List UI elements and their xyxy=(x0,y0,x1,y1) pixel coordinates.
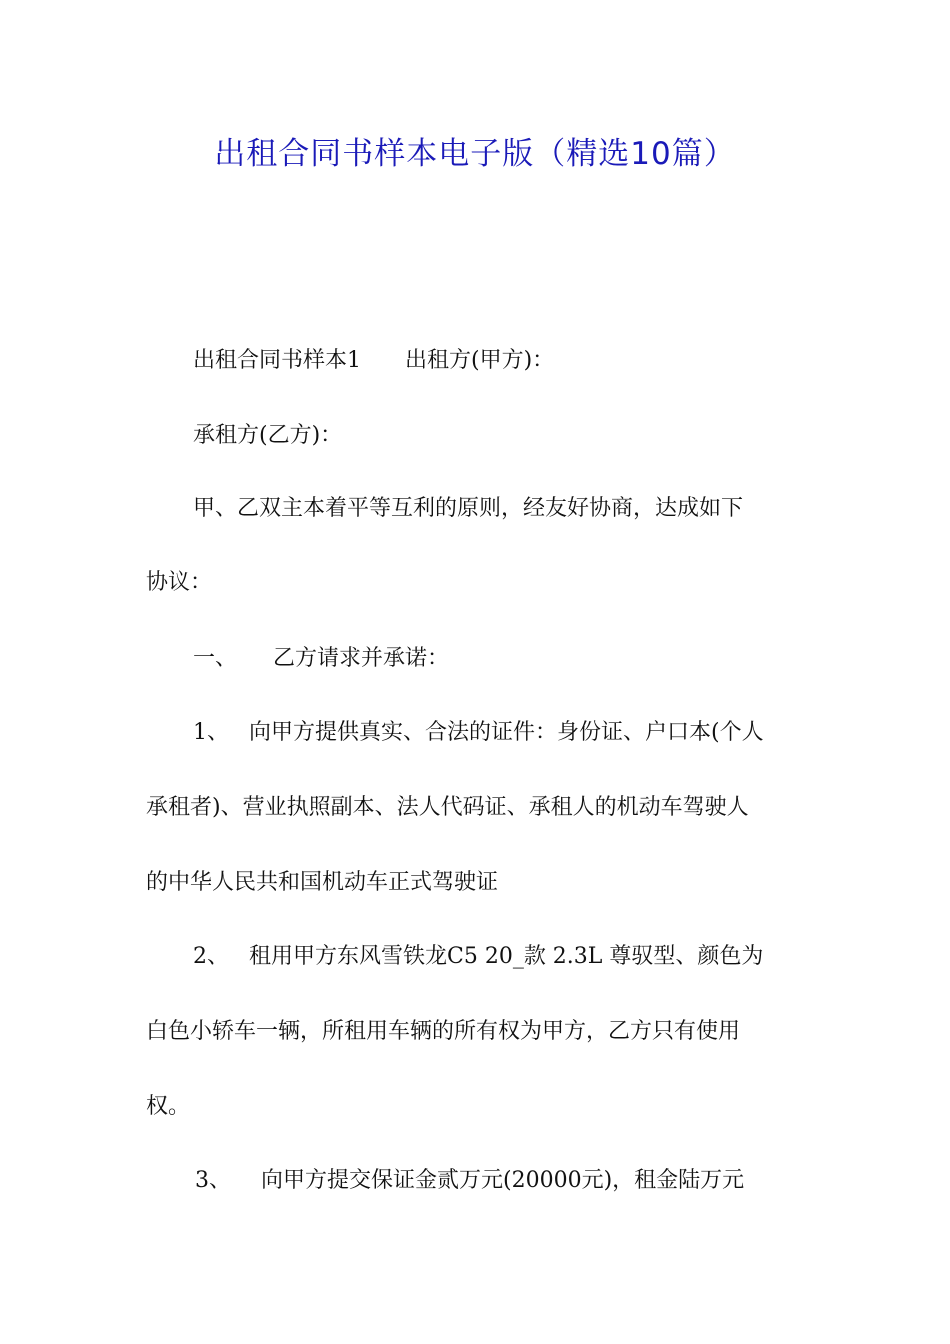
sample-heading: 出租合同书样本1 xyxy=(193,348,361,373)
section-title: 乙方请求并承诺： xyxy=(273,646,450,671)
item-text: 租用甲方东风雪铁龙C5 20_款 2.3L 尊驭型、颜色为 xyxy=(249,944,764,969)
item-2-line-1 xyxy=(193,942,863,972)
section-number: 一、 xyxy=(193,646,238,671)
item-number: 3、 xyxy=(195,1168,231,1193)
lessee-label: 承租方(乙方)： xyxy=(193,423,343,448)
section-one-heading xyxy=(193,644,863,674)
item-1-line-1 xyxy=(193,718,863,748)
item-2-line-3: 权。 xyxy=(146,1094,191,1119)
item-3-line-1 xyxy=(195,1166,865,1196)
item-2-line-2: 白色小轿车一辆，所租用车辆的所有权为甲方，乙方只有使用 xyxy=(146,1019,741,1044)
preamble-line-1: 甲、乙双主本着平等互利的原则，经友好协商，达成如下 xyxy=(193,496,744,521)
preamble-line-2: 协议： xyxy=(146,570,213,595)
document-title: 出租合同书样本电子版（精选10篇） xyxy=(214,136,736,172)
lessor-label: 出租方(甲方)： xyxy=(405,348,555,373)
item-text: 向甲方提供真实、合法的证件：身份证、户口本(个人 xyxy=(249,720,764,745)
paragraph-parties-lessor xyxy=(193,346,863,376)
item-1-line-2: 承租者)、营业执照副本、法人代码证、承租人的机动车驾驶人 xyxy=(146,795,749,820)
item-text: 向甲方提交保证金贰万元(20000元)，租金陆万元 xyxy=(261,1168,745,1193)
item-number: 1、 xyxy=(193,720,229,745)
item-number: 2、 xyxy=(193,944,229,969)
item-1-line-3: 的中华人民共和国机动车正式驾驶证 xyxy=(146,870,499,895)
